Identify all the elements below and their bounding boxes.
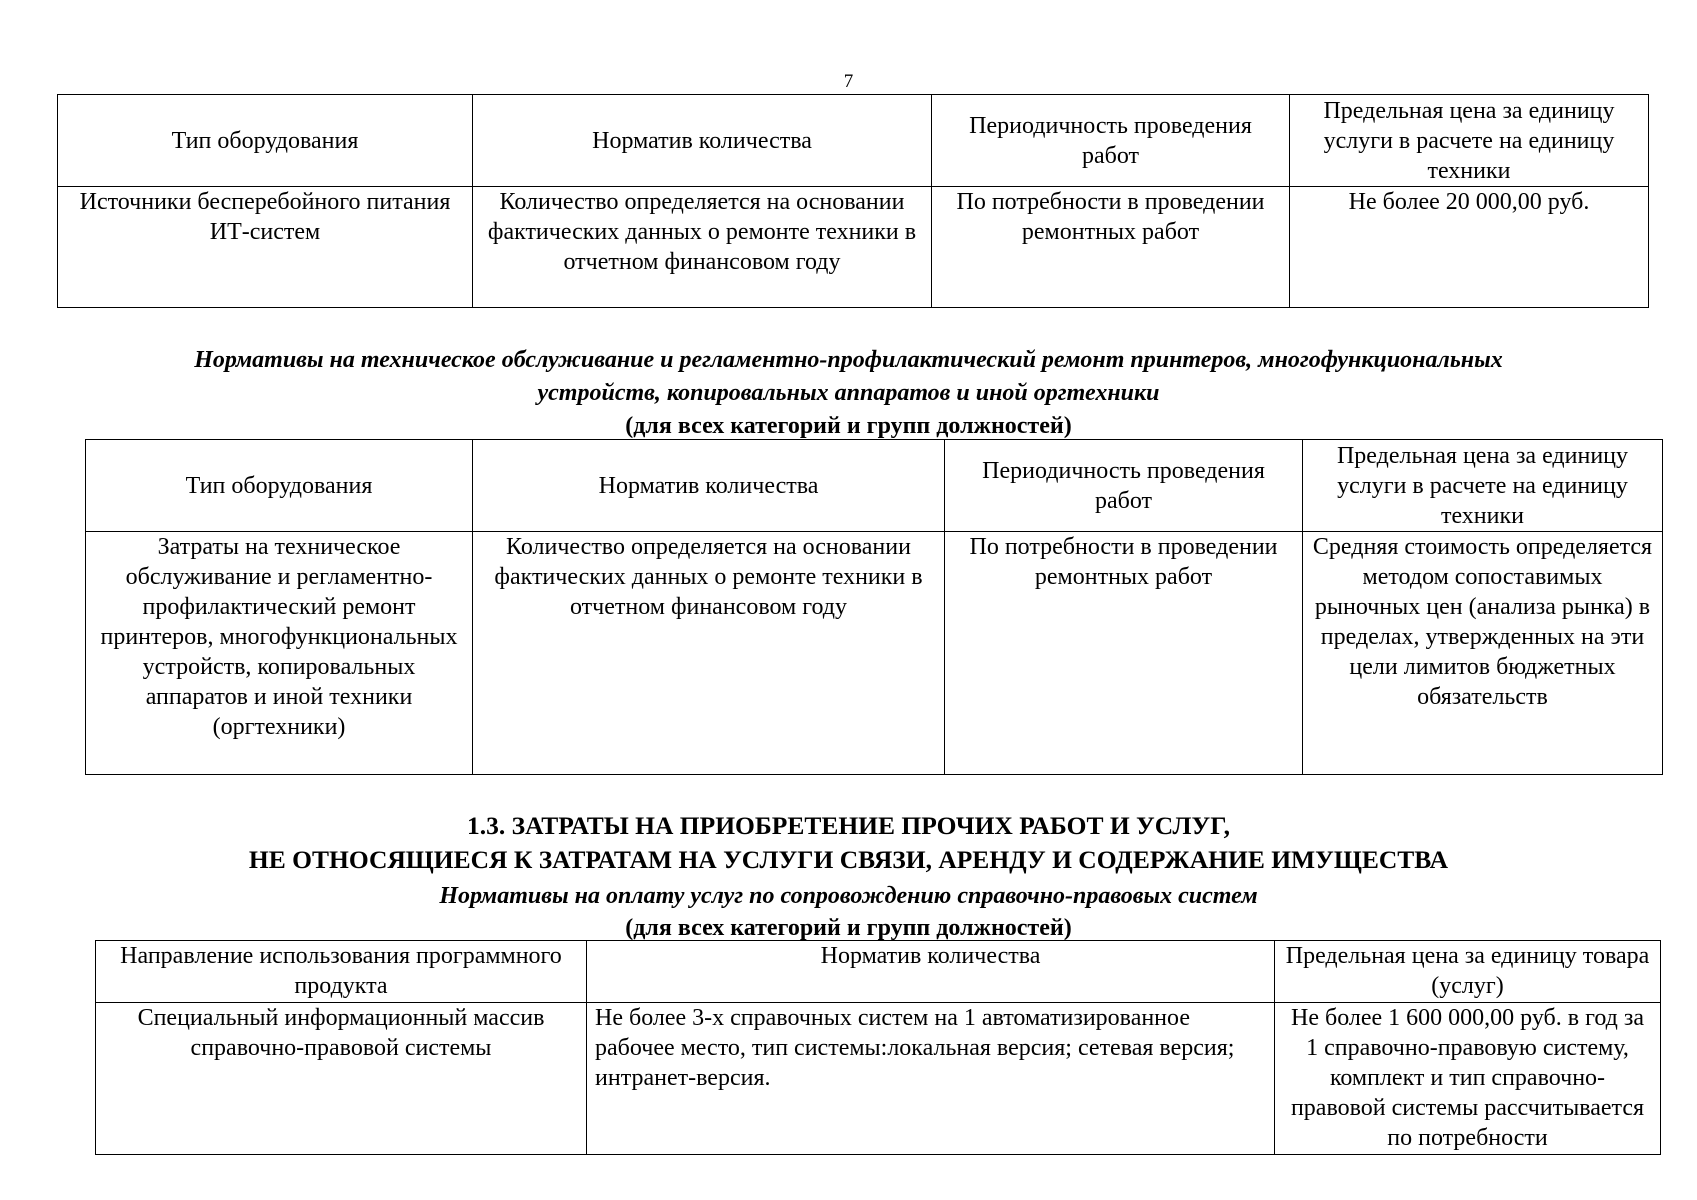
table-cell: Не более 1 600 000,00 руб. в год за 1 справочно-правовую систему, комплект и тип справочно-правовой системы рассчитывается по потребности: [1275, 1003, 1661, 1155]
table-row: [86, 532, 1663, 775]
table-cell: Количество определяется на основании фактических данных о ремонте техники в отчетном финансовом году: [473, 187, 932, 308]
table-cell: Специальный информационный массив справочно-правовой системы: [96, 1003, 587, 1155]
header-cell: Тип оборудования: [58, 95, 473, 187]
chapter-heading-line: НЕ ОТНОСЯЩИЕСЯ К ЗАТРАТАМ НА УСЛУГИ СВЯЗИ, АРЕНДУ И СОДЕРЖАНИЕ ИМУЩЕСТВА: [248, 845, 1449, 874]
table-cell: Средняя стоимость определяется методом сопоставимых рыночных цен (анализа рынка) в пределах, утвержденных на эти цели лимитов бюджетных обязательств: [1303, 532, 1663, 775]
table-header-row: [86, 440, 1663, 532]
header-cell: Периодичность проведения работ: [932, 95, 1290, 187]
header-cell: Норматив количества: [473, 95, 932, 187]
page-number: 7: [843, 71, 854, 92]
table-cell: По потребности в проведении ремонтных работ: [945, 532, 1303, 775]
table-cell: Источники бесперебойного питания ИТ-систем: [58, 187, 473, 308]
table-cell: Затраты на техническое обслуживание и регламентно-профилактический ремонт принтеров, многофункциональных устройств, копировальных аппаратов и иной техники (оргтехники): [86, 532, 473, 775]
table-header-row: [96, 941, 1661, 1003]
legal-reference-systems-table: [95, 940, 1661, 1155]
header-cell: Тип оборудования: [86, 440, 473, 532]
header-cell: Предельная цена за единицу услуги в расчете на единицу техники: [1290, 95, 1649, 187]
header-cell: Предельная цена за единицу товара (услуг): [1275, 941, 1661, 1003]
table-cell: Не более 20 000,00 руб.: [1290, 187, 1649, 308]
chapter-heading-line: 1.3. ЗАТРАТЫ НА ПРИОБРЕТЕНИЕ ПРОЧИХ РАБОТ И УСЛУГ,: [467, 811, 1230, 840]
table-row: [96, 1003, 1661, 1155]
section-subtitle: (для всех категорий и групп должностей): [625, 413, 1072, 439]
section-title-line: Нормативы на техническое обслуживание и регламентно-профилактический ремонт принтеров, многофункциональных: [194, 347, 1503, 373]
header-cell: Направление использования программного продукта: [96, 941, 587, 1003]
table-cell: По потребности в проведении ремонтных работ: [932, 187, 1290, 308]
table-cell: Не более 3-х справочных систем на 1 автоматизированное рабочее место, тип системы:локальная версия; сетевая версия; интранет-версия.: [587, 1003, 1275, 1155]
header-cell: Норматив количества: [473, 440, 945, 532]
table-header-row: [58, 95, 1649, 187]
header-cell: Периодичность проведения работ: [945, 440, 1303, 532]
section-title: Нормативы на оплату услуг по сопровождению справочно-правовых систем: [439, 883, 1258, 909]
section-title-line: устройств, копировальных аппаратов и иной оргтехники: [537, 380, 1160, 406]
table-cell: Количество определяется на основании фактических данных о ремонте техники в отчетном финансовом году: [473, 532, 945, 775]
table-row: [58, 187, 1649, 308]
section-subtitle: (для всех категорий и групп должностей): [625, 915, 1072, 941]
header-cell: Предельная цена за единицу услуги в расчете на единицу техники: [1303, 440, 1663, 532]
equipment-ups-table: [57, 94, 1649, 308]
header-cell: Норматив количества: [587, 941, 1275, 1003]
office-equipment-maintenance-table: [85, 439, 1663, 775]
